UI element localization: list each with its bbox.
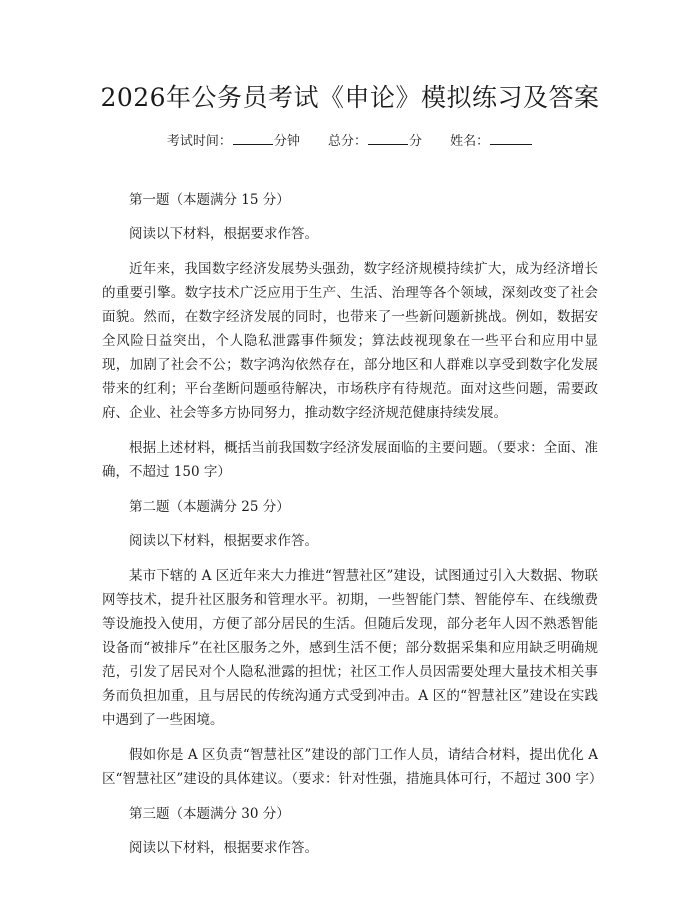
question-2-instruction: 阅读以下材料，根据要求作答。 (129, 533, 318, 549)
candidate-name-blank (490, 131, 532, 145)
exam-time-label: 考试时间： (166, 134, 232, 149)
exam-time-blank (233, 131, 273, 145)
question-3-instruction: 阅读以下材料，根据要求作答。 (129, 840, 318, 856)
document-title: 2026年公务员考试《申论》模拟练习及答案 (100, 83, 600, 112)
question-2-material: 某市下辖的 A 区近年来大力推进“智慧社区”建设，试图通过引入大数据、物联网等技术，提升社区服务和管理水平。初期，一些智能门禁、智能停车、在线缴费等设施投入使用，方便了部分居民的生活。但随后发现，部分老年人因不熟悉智能设备而“被排斥”在社区服务之外，感到生活不便；部分数据采集和应用缺乏明确规范，引发了居民对个人隐私泄露的担忧；社区工作人员因需要处理大量技术相关事务而负担加重，且与居民的传统沟通方式受到冲击。A 区的“智慧社区”建设在实践中遇到了一些困境。 (102, 568, 598, 728)
question-1-heading: 第一题（本题满分 15 分） (129, 192, 290, 208)
total-score-blank (368, 131, 408, 145)
question-1-instruction: 阅读以下材料，根据要求作答。 (129, 226, 318, 242)
candidate-name-label: 姓名： (450, 134, 490, 149)
question-list (102, 188, 603, 871)
exam-meta-line (0, 131, 700, 152)
question-2-requirement: 假如你是 A 区负责“智慧社区”建设的部门工作人员，请结合材料，提出优化 A 区“智慧社区”建设的具体建议。（要求：针对性强，措施具体可行，不超过 300 字） (102, 747, 603, 787)
question-1-material: 近年来，我国数字经济发展势头强劲，数字经济规模持续扩大，成为经济增长的重要引擎。数字技术广泛应用于生产、生活、治理等各个领域，深刻改变了社会面貌。然而，在数字经济发展的同时，也带来了一些新问题新挑战。例如，数据安全风险日益突出，个人隐私泄露事件频发；算法歧视现象在一些平台和应用中显现，加剧了社会不公；数字鸿沟依然存在，部分地区和人群难以享受到数字化发展带来的红利；平台垄断问题亟待解决，市场秩序有待规范。面对这些问题，需要政府、企业、社会等多方协同努力，推动数字经济规范健康持续发展。 (102, 261, 598, 421)
exam-time-unit: 分钟 (273, 134, 300, 149)
total-score-label: 总分： (327, 134, 367, 149)
candidate-name (450, 131, 533, 152)
total-score-unit: 分 (409, 134, 423, 149)
exam-time (167, 131, 300, 152)
question-3-heading: 第三题（本题满分 30 分） (129, 806, 290, 822)
total-score (328, 131, 422, 152)
question-1-requirement: 根据上述材料，概括当前我国数字经济发展面临的主要问题。（要求：全面、准确，不超过 150 字） (102, 440, 598, 480)
question-2-heading: 第二题（本题满分 25 分） (129, 499, 290, 515)
